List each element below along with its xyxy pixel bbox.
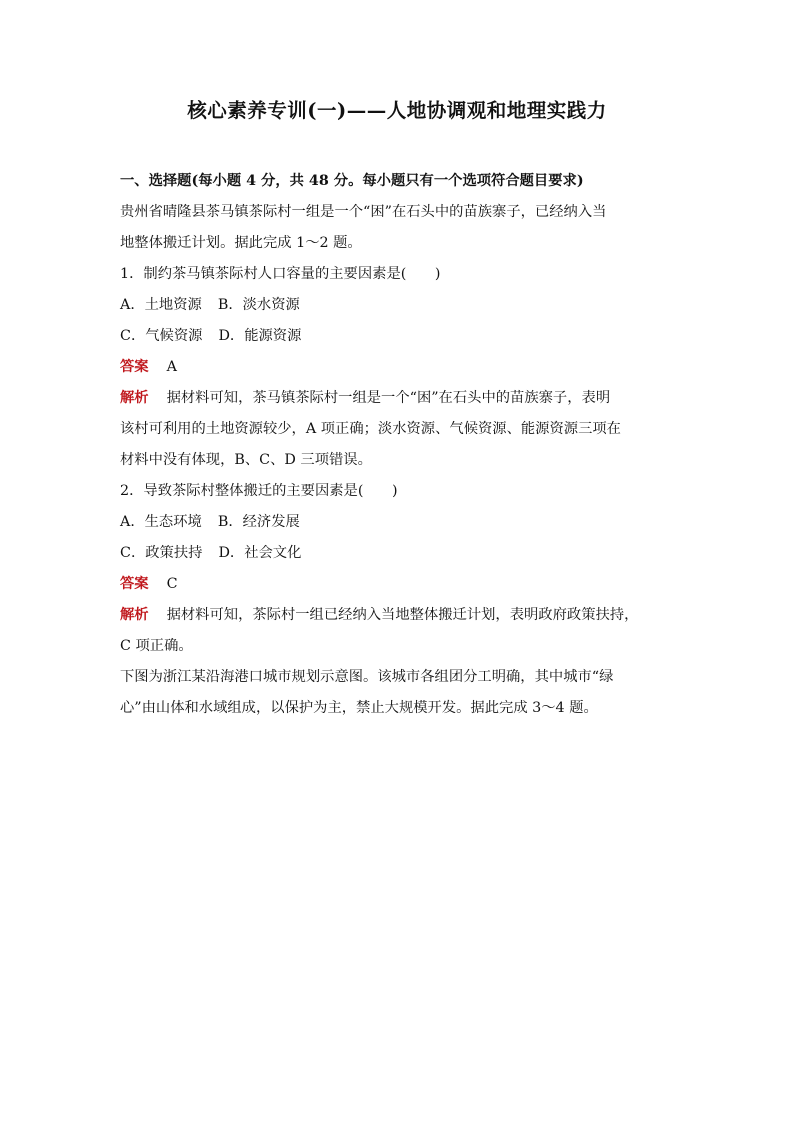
q2-options-row2 (120, 542, 301, 562)
q2-analysis-line1 (120, 604, 638, 624)
q1-options-row1 (120, 294, 300, 314)
q2-analysis-text1: 据材料可知，茶际村一组已经纳入当地整体搬迁计划，表明政府政策扶持， (166, 607, 639, 623)
q1-analysis-line3: 材料中没有体现，B、C、D 三项错误。 (120, 452, 372, 468)
q2-answer (120, 573, 178, 593)
q2-analysis-label: 解析 (120, 607, 149, 623)
q2-option-c: C．政策扶持 (120, 545, 203, 561)
q2-answer-label: 答案 (120, 576, 149, 592)
intro1-line1: 贵州省晴隆县茶马镇茶际村一组是一个“困”在石头中的苗族寨子，已经纳入当 (120, 204, 607, 220)
section-header: 一、选择题(每小题 4 分，共 48 分。每小题只有一个选项符合题目要求) (120, 173, 584, 189)
q1-option-a: A．土地资源 (120, 297, 202, 313)
q2-options-row1 (120, 511, 300, 531)
q1-analysis-line2: 该村可利用的土地资源较少，A 项正确；淡水资源、气候资源、能源资源三项在 (120, 421, 621, 437)
q2-option-b: B．经济发展 (217, 514, 300, 530)
q1-answer-label: 答案 (120, 359, 149, 375)
q2-option-a: A．生态环境 (120, 514, 202, 530)
q1-analysis-line1 (120, 387, 610, 407)
q1-answer (120, 356, 177, 376)
intro2-line1: 下图为浙江某沿海港口城市规划示意图。该城市各组团分工明确，其中城市“绿 (120, 669, 614, 685)
q1-option-b: B．淡水资源 (217, 297, 300, 313)
intro2-line2: 心”由山体和水域组成，以保护为主，禁止大规模开发。据此完成 3～4 题。 (120, 700, 598, 716)
q2-stem: 2．导致茶际村整体搬迁的主要因素是( ) (120, 483, 398, 499)
q2-answer-value: C (166, 576, 178, 592)
q1-option-c: C．气候资源 (120, 328, 203, 344)
q2-analysis-line2: C 项正确。 (120, 638, 193, 654)
q1-answer-value: A (166, 359, 177, 375)
page-title: 核心素养专训(一)——人地协调观和地理实践力 (187, 99, 607, 122)
q1-stem: 1．制约茶马镇茶际村人口容量的主要因素是( ) (120, 266, 441, 282)
q1-analysis-text1: 据材料可知，茶马镇茶际村一组是一个“困”在石头中的苗族寨子，表明 (166, 390, 611, 406)
intro1-line2: 地整体搬迁计划。据此完成 1～2 题。 (120, 235, 362, 251)
q1-options-row2 (120, 325, 301, 345)
q2-option-d: D．社会文化 (218, 545, 302, 561)
q1-analysis-label: 解析 (120, 390, 149, 406)
q1-option-d: D．能源资源 (218, 328, 302, 344)
